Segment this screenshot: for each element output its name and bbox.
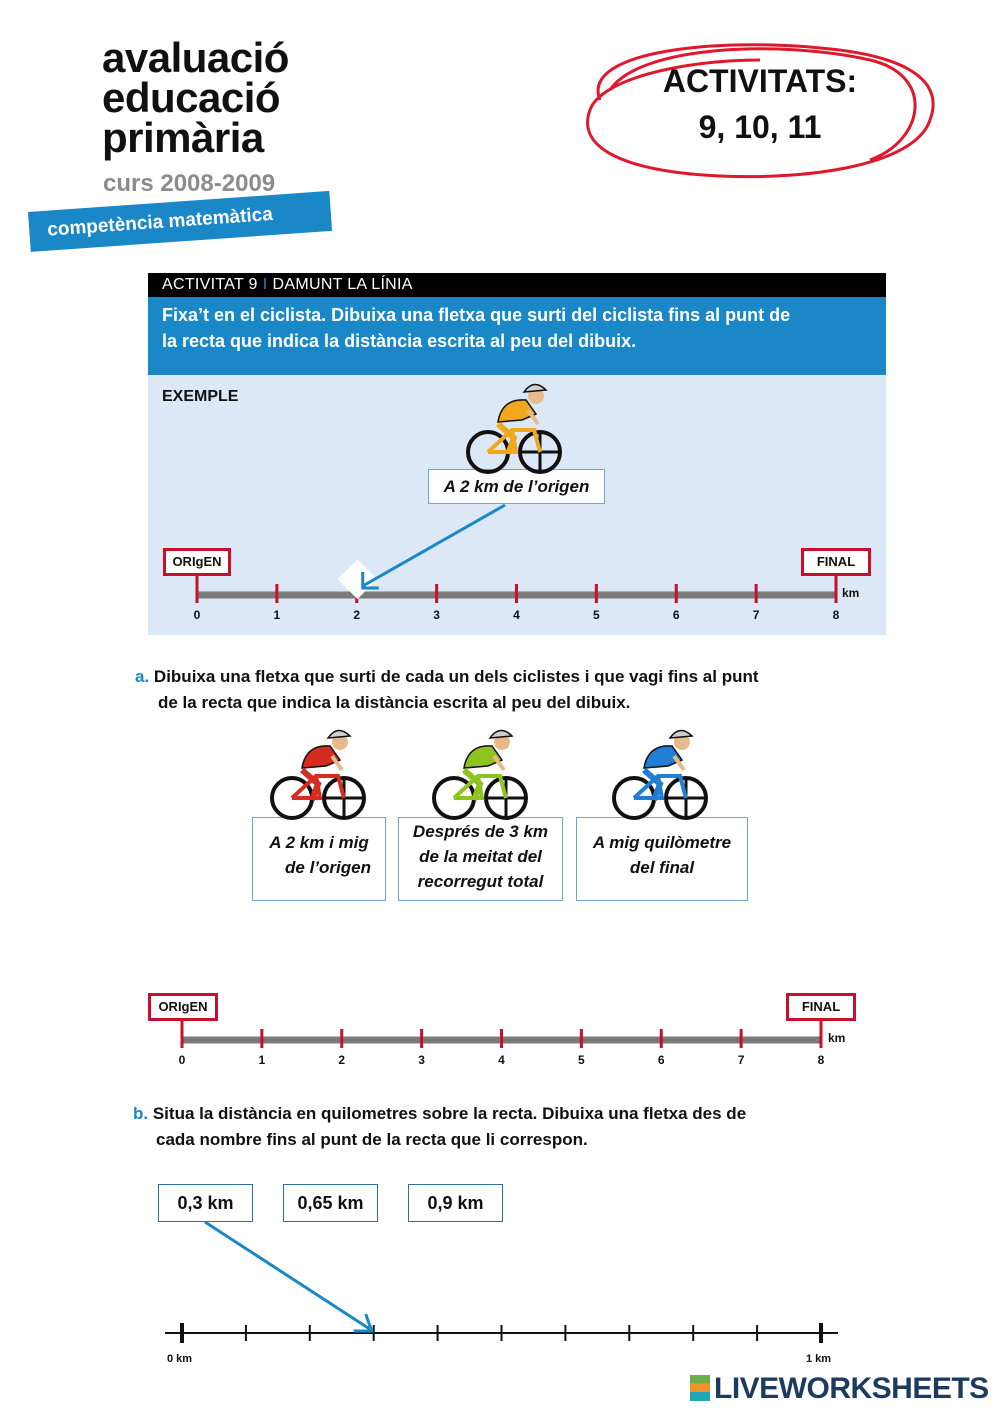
example-cyclist-helmet <box>524 384 546 392</box>
example-tick-label-2: 2 <box>353 608 361 622</box>
part-a-origin-box: ORIgEN <box>148 993 218 1021</box>
part-a-tick-label-3: 3 <box>418 1053 425 1067</box>
cyclist-green-line-1: Després de 3 km <box>412 822 549 841</box>
part-a-tick-label-8: 8 <box>817 1053 825 1067</box>
cyclist-green-line-2: de la meitat del <box>419 847 542 866</box>
cyclist-blue <box>614 730 706 818</box>
brand-line-2: educació <box>102 74 281 121</box>
instruction-line-2: la recta que indica la distància escrita al peu del dibuix. <box>162 331 637 351</box>
part-a-tick-label-4: 4 <box>498 1053 505 1067</box>
example-tick-label-3: 3 <box>433 608 440 622</box>
part-a-tick-label-2: 2 <box>338 1053 346 1067</box>
cyclist-red-helmet <box>328 730 350 738</box>
example-cyclist-label: A 2 km de l’origen <box>428 469 605 504</box>
part-b-arrow <box>205 1222 370 1329</box>
part-b-letter: b. <box>133 1104 149 1123</box>
part-a-final-box: FINAL <box>786 993 856 1021</box>
cyclist-blue-line-1: A mig quilòmetre <box>592 833 732 852</box>
activity-number: ACTIVITAT 9 <box>162 276 258 293</box>
cyclist-green <box>434 730 526 818</box>
cyclist-red <box>272 730 364 818</box>
cyclist-red-line-1: A 2 km i mig <box>269 833 369 852</box>
example-tick-label-0: 0 <box>193 608 201 622</box>
course-year: curs 2008-2009 <box>103 170 276 197</box>
part-a-letter: a. <box>135 667 150 686</box>
example-label: EXEMPLE <box>162 388 239 405</box>
cyclist-green-line-3: recorregut total <box>417 872 544 891</box>
part-a-line-1: Dibuixa una fletxa que surti de cada un dels ciclistes i que vagi fins al punt <box>153 667 759 686</box>
part-a-tick-label-5: 5 <box>578 1053 585 1067</box>
instruction-line-1: Fixa’t en el ciclista. Dibuixa una fletxa que surti del ciclista fins al punt de <box>162 305 791 325</box>
part-a-line-2: de la recta que indica la distància escrita al peu del dibuix. <box>158 693 631 712</box>
part-b-end-label: 1 km <box>806 1353 832 1365</box>
example-tick-label-6: 6 <box>672 608 680 622</box>
activities-title: ACTIVITATS: <box>662 63 858 99</box>
cyclist-blue-helmet <box>670 730 692 738</box>
part-a-tick-label-6: 6 <box>657 1053 665 1067</box>
part-b-line-1: Situa la distància en quilometres sobre la recta. Dibuixa una fletxa des de <box>152 1104 747 1123</box>
part-a-tick-label-1: 1 <box>258 1053 266 1067</box>
example-final-box: FINAL <box>801 548 871 576</box>
example-tick-label-1: 1 <box>273 608 281 622</box>
example-origin-box: ORIgEN <box>163 548 231 576</box>
activity-separator: I <box>262 276 268 293</box>
cyclist-green-helmet <box>490 730 512 738</box>
cyclist-blue-line-2: del final <box>629 858 695 877</box>
example-arrow <box>363 505 505 586</box>
example-unit: km <box>842 586 860 600</box>
example-tick-label-7: 7 <box>752 608 760 622</box>
example-tick-label-4: 4 <box>513 608 520 622</box>
km-value-box-3: 0,9 km <box>408 1184 503 1222</box>
example-tick-label-8: 8 <box>832 608 840 622</box>
cyclist-red-line-2: de l’origen <box>285 858 371 877</box>
example-tick-label-5: 5 <box>593 608 600 622</box>
part-a-tick-label-0: 0 <box>178 1053 186 1067</box>
part-a-unit: km <box>828 1031 846 1045</box>
brand-line-1: avaluació <box>102 34 289 81</box>
example-cyclist <box>468 384 560 472</box>
part-b-line-2: cada nombre fins al punt de la recta que li correspon. <box>156 1130 588 1149</box>
competence-tag: competència matemàtica <box>28 191 332 252</box>
km-value-box-1: 0,3 km <box>158 1184 253 1222</box>
activities-numbers: 9, 10, 11 <box>698 109 822 145</box>
part-b-start-label: 0 km <box>167 1353 193 1365</box>
part-a-tick-label-7: 7 <box>737 1053 745 1067</box>
logo-text: LIVEWORKSHEETS <box>714 1372 989 1405</box>
activity-title: DAMUNT LA LÍNIA <box>272 276 413 293</box>
brand-line-3: primària <box>102 114 264 161</box>
km-value-box-2: 0,65 km <box>283 1184 378 1222</box>
